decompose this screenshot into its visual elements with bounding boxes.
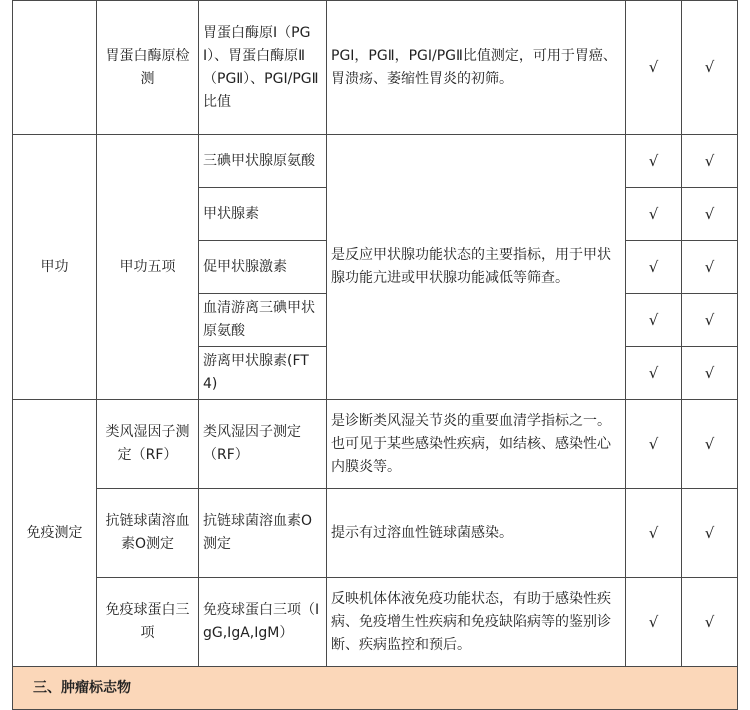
table-row (13, 1, 738, 135)
item-cell: 类风湿因子测定（RF） (97, 400, 199, 489)
description-cell: 反映机体体液免疫功能状态，有助于感染性疾病、免疫增生性疾病和免疫缺陷病等的鉴别诊断、疾病监控和预后。 (327, 578, 626, 667)
sub-item-cell: 免疫球蛋白三项（IgG,IgA,IgM） (199, 578, 327, 667)
check-mark: √ (626, 347, 682, 400)
check-mark: √ (682, 188, 738, 241)
table-row (13, 400, 738, 489)
check-mark: √ (682, 400, 738, 489)
item-cell: 抗链球菌溶血素O测定 (97, 489, 199, 578)
description-cell: PGⅠ，PGⅡ，PGⅠ/PGⅡ比值测定，可用于胃癌、胃溃疡、萎缩性胃炎的初筛。 (327, 1, 626, 135)
check-mark: √ (682, 1, 738, 135)
sub-item-cell: 血清游离三碘甲状原氨酸 (199, 294, 327, 347)
table-row (13, 489, 738, 578)
check-mark: √ (626, 294, 682, 347)
category-cell (13, 1, 97, 135)
check-mark: √ (682, 294, 738, 347)
sub-item-cell: 三碘甲状腺原氨酸 (199, 135, 327, 188)
check-mark: √ (626, 578, 682, 667)
check-mark: √ (682, 241, 738, 294)
description-cell: 是反应甲状腺功能状态的主要指标，用于甲状腺功能亢进或甲状腺功能减低等筛查。 (327, 135, 626, 400)
item-cell: 胃蛋白酶原检测 (97, 1, 199, 135)
check-mark: √ (626, 400, 682, 489)
sub-item-cell: 类风湿因子测定（RF） (199, 400, 327, 489)
section-title: 三、肿瘤标志物 (13, 667, 738, 710)
sub-item-cell: 甲状腺素 (199, 188, 327, 241)
sub-item-cell: 胃蛋白酶原Ⅰ（PGⅠ）、胃蛋白酶原Ⅱ（PGⅡ）、PGⅠ/PGⅡ比值 (199, 1, 327, 135)
section-header-row (13, 667, 738, 710)
table-row (13, 135, 738, 188)
table-row (13, 578, 738, 667)
item-cell: 免疫球蛋白三项 (97, 578, 199, 667)
check-mark: √ (626, 241, 682, 294)
check-mark: √ (682, 135, 738, 188)
category-cell: 甲功 (13, 135, 97, 400)
check-mark: √ (682, 578, 738, 667)
check-mark: √ (626, 135, 682, 188)
sub-item-cell: 促甲状腺激素 (199, 241, 327, 294)
check-mark: √ (682, 347, 738, 400)
description-cell: 是诊断类风湿关节炎的重要血清学指标之一。也可见于某些感染性疾病，如结核、感染性心内膜炎等。 (327, 400, 626, 489)
exam-items-table (12, 0, 738, 710)
check-mark: √ (626, 1, 682, 135)
check-mark: √ (626, 489, 682, 578)
item-cell: 甲功五项 (97, 135, 199, 400)
check-mark: √ (682, 489, 738, 578)
description-cell: 提示有过溶血性链球菌感染。 (327, 489, 626, 578)
category-cell: 免疫测定 (13, 400, 97, 667)
sub-item-cell: 游离甲状腺素(FT4) (199, 347, 327, 400)
sub-item-cell: 抗链球菌溶血素O测定 (199, 489, 327, 578)
check-mark: √ (626, 188, 682, 241)
